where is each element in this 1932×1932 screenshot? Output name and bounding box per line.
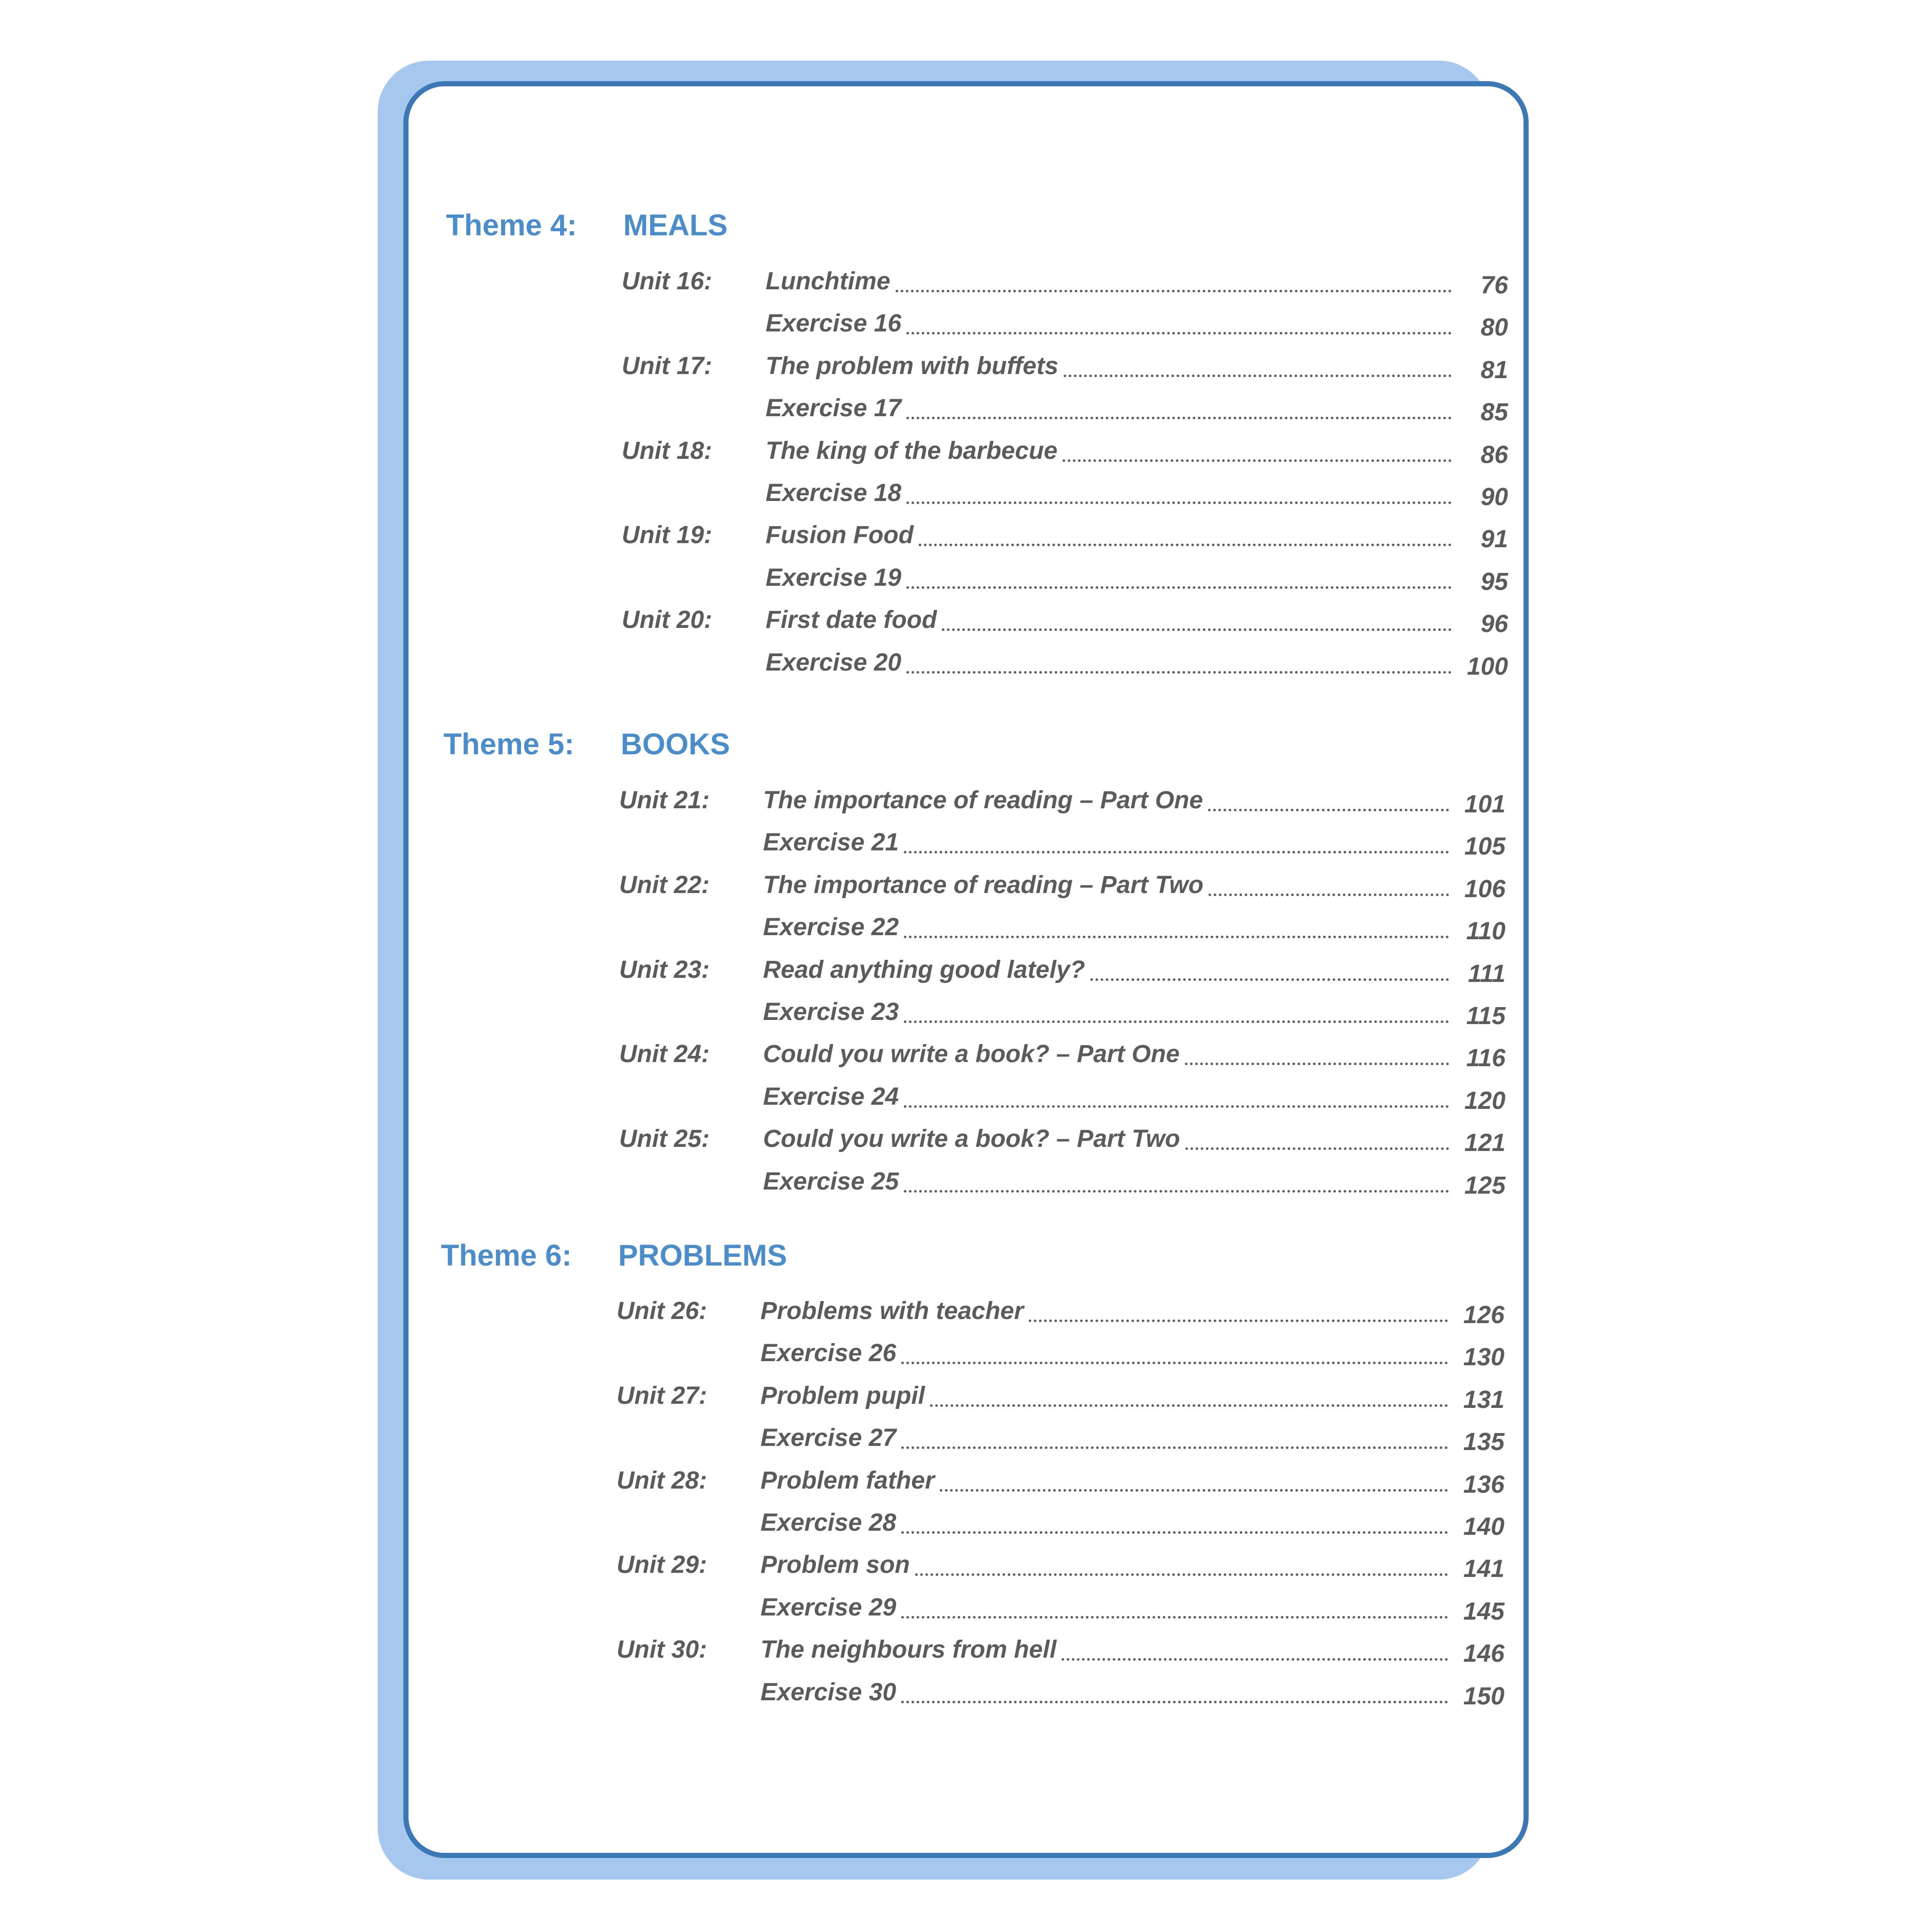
theme-name: MEALS [623, 208, 728, 242]
toc-entry [763, 1166, 1506, 1202]
unit-label: Unit 22: [619, 871, 710, 899]
page-number: 90 [1480, 484, 1508, 511]
toc-entry [766, 477, 1508, 513]
entry-title: Exercise 16 [766, 310, 902, 337]
page-number: 95 [1480, 568, 1508, 596]
toc-unit-row[interactable] [622, 519, 1508, 555]
toc-entry [766, 350, 1508, 386]
page-number: 96 [1480, 610, 1508, 638]
toc-exercise-row[interactable] [619, 912, 1506, 948]
toc-exercise-row[interactable] [622, 477, 1508, 513]
dot-leader [901, 1616, 1448, 1619]
entry-title: Exercise 30 [760, 1679, 897, 1706]
unit-label: Unit 20: [622, 606, 713, 634]
toc-unit-row[interactable] [617, 1634, 1504, 1670]
page-number: 101 [1464, 791, 1506, 818]
unit-label: Unit 24: [619, 1041, 710, 1068]
page-number: 85 [1480, 399, 1508, 426]
toc-entry [766, 393, 1508, 429]
toc-entry [763, 869, 1506, 905]
page-number: 110 [1466, 918, 1506, 945]
toc-entry [763, 1038, 1506, 1074]
page-number: 106 [1464, 876, 1506, 903]
theme-label: Theme 4: [446, 208, 577, 242]
theme-heading [441, 1235, 955, 1276]
toc-entry [760, 1380, 1504, 1416]
theme-label: Theme 5: [443, 727, 574, 761]
toc-entry [760, 1465, 1504, 1501]
dot-leader [906, 332, 1452, 335]
toc-entry [766, 519, 1508, 555]
toc-exercise-row[interactable] [619, 1081, 1506, 1117]
page-number: 146 [1463, 1640, 1504, 1667]
unit-label: Unit 29: [617, 1551, 708, 1578]
entry-title: Exercise 25 [763, 1168, 899, 1195]
entry-title: Exercise 17 [766, 395, 902, 422]
dot-leader [1062, 1658, 1448, 1661]
dot-leader [904, 1190, 1449, 1193]
page-number: 81 [1480, 357, 1508, 384]
entry-title: Fusion Food [766, 522, 914, 549]
dot-leader [906, 586, 1452, 589]
entry-title: Exercise 22 [763, 914, 899, 941]
entry-title: Problem son [760, 1551, 910, 1578]
toc-exercise-row[interactable] [617, 1337, 1504, 1373]
unit-label: Unit 18: [622, 437, 713, 465]
toc-entry [763, 954, 1506, 990]
unit-label: Unit 17: [622, 352, 713, 380]
toc-entry [763, 785, 1506, 821]
dot-leader [1208, 809, 1449, 811]
entry-title: Could you write a book? – Part One [763, 1041, 1180, 1068]
entry-title: Problem pupil [760, 1382, 925, 1409]
unit-label: Unit 21: [619, 787, 710, 814]
dot-leader [942, 628, 1452, 631]
dot-leader [1064, 375, 1452, 377]
entry-title: The problem with buffets [766, 352, 1058, 380]
entry-title: The importance of reading – Part One [763, 787, 1203, 814]
entry-title: Read anything good lately? [763, 956, 1085, 983]
dot-leader [904, 851, 1449, 853]
page-number: 100 [1466, 653, 1508, 680]
entry-title: Exercise 20 [766, 649, 902, 676]
dot-leader [919, 544, 1452, 546]
entry-title: Exercise 28 [760, 1509, 897, 1536]
toc-unit-row[interactable] [619, 1123, 1506, 1159]
entry-title: Exercise 18 [766, 479, 902, 507]
toc-entry [760, 1549, 1504, 1585]
page-number: 135 [1463, 1428, 1504, 1456]
entry-title: The king of the barbecue [766, 437, 1058, 465]
toc-entry [766, 562, 1508, 598]
dot-leader [1063, 459, 1452, 462]
toc-exercise-row[interactable] [622, 308, 1508, 344]
toc-unit-row[interactable] [617, 1295, 1504, 1331]
toc-entry [763, 996, 1506, 1032]
page-number: 80 [1480, 314, 1508, 341]
dot-leader [901, 1362, 1448, 1364]
toc-entry [763, 1123, 1506, 1159]
entry-title: Problem father [760, 1467, 935, 1494]
toc-unit-row[interactable] [619, 869, 1506, 905]
toc-entry [760, 1677, 1504, 1713]
entry-title: Exercise 19 [766, 564, 902, 591]
toc-entry [766, 308, 1508, 344]
page-number: 120 [1464, 1087, 1506, 1114]
toc-entry [766, 266, 1508, 302]
toc-entry [760, 1507, 1504, 1543]
toc-exercise-row[interactable] [617, 1592, 1504, 1628]
toc-exercise-row[interactable] [622, 647, 1508, 683]
toc-exercise-row[interactable] [619, 827, 1506, 863]
theme-name: PROBLEMS [618, 1238, 787, 1272]
toc-unit-row[interactable] [617, 1549, 1504, 1585]
toc-exercise-row[interactable] [622, 393, 1508, 429]
unit-label: Unit 28: [617, 1467, 708, 1494]
toc-unit-row[interactable] [619, 1038, 1506, 1074]
dot-leader [1185, 1147, 1449, 1150]
page-number: 126 [1463, 1302, 1504, 1329]
entry-title: Exercise 24 [763, 1083, 899, 1110]
page-number: 115 [1466, 1002, 1506, 1030]
entry-title: Exercise 26 [760, 1340, 897, 1367]
entry-title: The importance of reading – Part Two [763, 871, 1204, 899]
dot-leader [930, 1404, 1448, 1407]
page-number: 105 [1464, 833, 1506, 860]
toc-unit-row[interactable] [619, 785, 1506, 821]
toc-exercise-row[interactable] [617, 1507, 1504, 1543]
entry-title: Exercise 23 [763, 998, 899, 1026]
toc-unit-row[interactable] [622, 266, 1508, 302]
dot-leader [906, 417, 1452, 419]
unit-label: Unit 23: [619, 956, 710, 983]
page-number: 116 [1466, 1045, 1506, 1072]
toc-entry [760, 1592, 1504, 1628]
page-number: 111 [1468, 960, 1506, 988]
toc-entry [760, 1337, 1504, 1373]
entry-title: Exercise 29 [760, 1594, 897, 1621]
unit-label: Unit 16: [622, 268, 713, 295]
dot-leader [1209, 894, 1449, 896]
toc-exercise-row[interactable] [617, 1422, 1504, 1458]
page-number: 86 [1480, 441, 1508, 469]
unit-label: Unit 19: [622, 522, 713, 549]
toc-entry [760, 1295, 1504, 1331]
entry-title: The neighbours from hell [760, 1636, 1057, 1663]
toc-exercise-row[interactable] [622, 562, 1508, 598]
toc-exercise-row[interactable] [619, 996, 1506, 1032]
theme-heading [446, 205, 960, 246]
toc-entry [763, 827, 1506, 863]
unit-label: Unit 25: [619, 1125, 710, 1153]
page-number: 141 [1463, 1555, 1504, 1583]
entry-title: Lunchtime [766, 268, 890, 295]
page-number: 150 [1463, 1683, 1504, 1710]
entry-title: First date food [766, 606, 937, 634]
unit-label: Unit 27: [617, 1382, 708, 1409]
dot-leader [896, 290, 1452, 292]
entry-title: Exercise 21 [763, 829, 899, 856]
dot-leader [904, 936, 1449, 938]
toc-unit-row[interactable] [617, 1465, 1504, 1501]
toc-exercise-row[interactable] [619, 1166, 1506, 1202]
page-number: 130 [1463, 1344, 1504, 1371]
dot-leader [1029, 1320, 1448, 1322]
toc-unit-row[interactable] [622, 604, 1508, 640]
page-number: 91 [1480, 526, 1508, 553]
page-number: 125 [1464, 1172, 1506, 1199]
toc-unit-row[interactable] [622, 350, 1508, 386]
toc-unit-row[interactable] [617, 1380, 1504, 1416]
dot-leader [901, 1701, 1448, 1703]
toc-entry [763, 912, 1506, 948]
toc-unit-row[interactable] [619, 954, 1506, 990]
theme-heading [443, 723, 957, 765]
page-number: 121 [1464, 1129, 1506, 1157]
toc-entry [766, 647, 1508, 683]
unit-label: Unit 30: [617, 1636, 708, 1663]
dot-leader [904, 1020, 1449, 1023]
dot-leader [901, 1531, 1448, 1534]
page-number: 145 [1463, 1598, 1504, 1625]
page-number: 76 [1480, 272, 1508, 299]
toc-unit-row[interactable] [622, 435, 1508, 471]
dot-leader [906, 671, 1452, 674]
page-number: 140 [1463, 1513, 1504, 1540]
unit-label: Unit 26: [617, 1297, 708, 1325]
dot-leader [1090, 978, 1449, 981]
dot-leader [940, 1489, 1448, 1492]
dot-leader [904, 1105, 1449, 1108]
entry-title: Problems with teacher [760, 1297, 1024, 1325]
toc-entry [766, 604, 1508, 640]
toc-entry [763, 1081, 1506, 1117]
theme-label: Theme 6: [441, 1238, 572, 1272]
toc-entry [760, 1422, 1504, 1458]
toc-entry [760, 1634, 1504, 1670]
page-number: 136 [1463, 1471, 1504, 1498]
page-number: 131 [1463, 1386, 1504, 1414]
entry-title: Could you write a book? – Part Two [763, 1125, 1180, 1153]
dot-leader [906, 501, 1452, 504]
toc-exercise-row[interactable] [617, 1677, 1504, 1713]
theme-name: BOOKS [621, 727, 730, 761]
toc-entry [766, 435, 1508, 471]
dot-leader [915, 1573, 1448, 1576]
dot-leader [901, 1446, 1448, 1449]
dot-leader [1185, 1063, 1449, 1065]
entry-title: Exercise 27 [760, 1424, 897, 1452]
